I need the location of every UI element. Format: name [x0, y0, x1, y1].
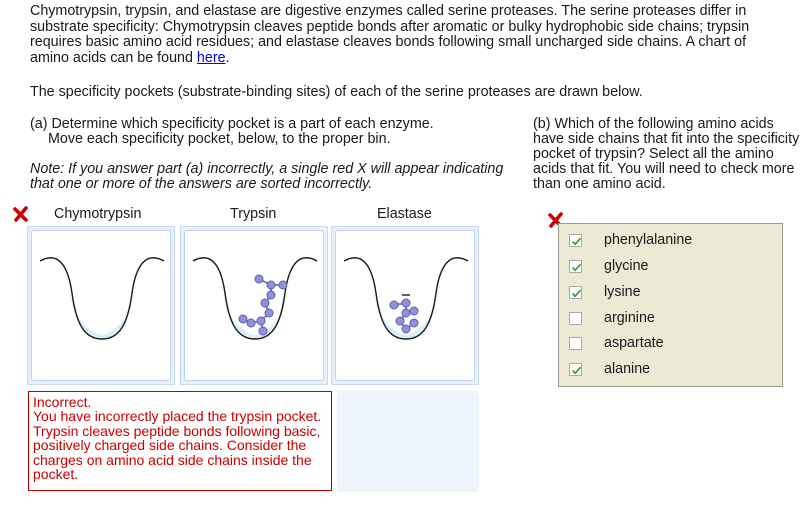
option-label: arginine	[604, 310, 655, 326]
checkbox[interactable]	[569, 234, 582, 247]
checkmark-icon	[570, 287, 583, 300]
option-label: lysine	[604, 284, 641, 300]
intro-paragraph	[30, 4, 785, 66]
intro-text: Chymotrypsin, trypsin, and elastase are digestive enzymes called serine proteases. The serine proteases differ in substrate specificity: Chymotrypsin cleaves peptide bonds after aromatic or bulky hydrophobic side chains; trypsin requires basic amino acid residues; and elastase cleaves bonds following small uncharged side chains. A chart of amino acids can be found	[30, 3, 750, 66]
option-label: alanine	[604, 361, 651, 377]
bin-trypsin[interactable]	[180, 226, 328, 385]
option-label: phenylalanine	[604, 232, 693, 248]
checkbox[interactable]	[569, 286, 582, 299]
option-alanine[interactable]	[569, 359, 774, 379]
checkbox[interactable]	[569, 337, 582, 350]
feedback-body: You have incorrectly placed the trypsin pocket. Trypsin cleaves peptide bonds following basic, positively charged side chains. Consider the charges on amino acid side chains inside the pocket.	[33, 408, 322, 483]
unsorted-pocket-area[interactable]	[337, 391, 479, 492]
feedback-incorrect	[28, 391, 332, 491]
option-glycine[interactable]	[569, 256, 774, 276]
pocket-card-molecule-large[interactable]	[184, 230, 324, 381]
pockets-description: The specificity pockets (substrate-binding sites) of each of the serine proteases are drawn below.	[30, 84, 643, 100]
checkbox[interactable]	[569, 363, 582, 376]
x-mark-icon	[13, 206, 29, 222]
bin-label-elastase: Elastase	[377, 206, 432, 222]
part-b-question: (b) Which of the following amino acids have side chains that fit into the specificity pocket of trypsin? Select all the amino acids that fit. You will need to check more than one amino acid.	[533, 116, 800, 192]
part-a-line2: Move each specificity pocket, below, to the proper bin.	[48, 131, 391, 147]
option-lysine[interactable]	[569, 282, 774, 302]
pocket-card-empty[interactable]	[31, 230, 171, 381]
bin-chymotrypsin[interactable]	[27, 226, 175, 385]
part-a-line1: (a) Determine which specificity pocket is a part of each enzyme.	[30, 116, 434, 132]
checkmark-icon	[570, 235, 583, 248]
pocket-molecule-small-drawing	[336, 231, 476, 382]
checkbox[interactable]	[569, 312, 582, 325]
intro-end: .	[225, 49, 230, 66]
option-label: aspartate	[604, 335, 664, 351]
checkmark-icon	[570, 364, 583, 377]
amino-acid-chart-link[interactable]: here	[196, 49, 226, 66]
bin-elastase[interactable]	[331, 226, 479, 385]
amino-acid-checklist	[558, 223, 783, 387]
checkbox[interactable]	[569, 260, 582, 273]
pocket-molecule-large-drawing	[185, 231, 325, 382]
option-arginine[interactable]	[569, 308, 774, 328]
bin-label-trypsin: Trypsin	[230, 206, 277, 222]
option-aspartate[interactable]	[569, 333, 774, 353]
feedback-title: Incorrect.	[33, 394, 92, 410]
option-label: glycine	[604, 258, 649, 274]
option-phenylalanine[interactable]	[569, 230, 774, 250]
checkmark-icon	[570, 261, 583, 274]
part-a-note: Note: If you answer part (a) incorrectly, a single red X will appear indicating that one or more of the answers are sorted incorrectly.	[30, 161, 504, 192]
bin-label-chymotrypsin: Chymotrypsin	[54, 206, 142, 222]
part-a-question	[30, 117, 510, 147]
pocket-card-molecule-small[interactable]	[335, 230, 475, 381]
pocket-empty-drawing	[32, 231, 172, 382]
